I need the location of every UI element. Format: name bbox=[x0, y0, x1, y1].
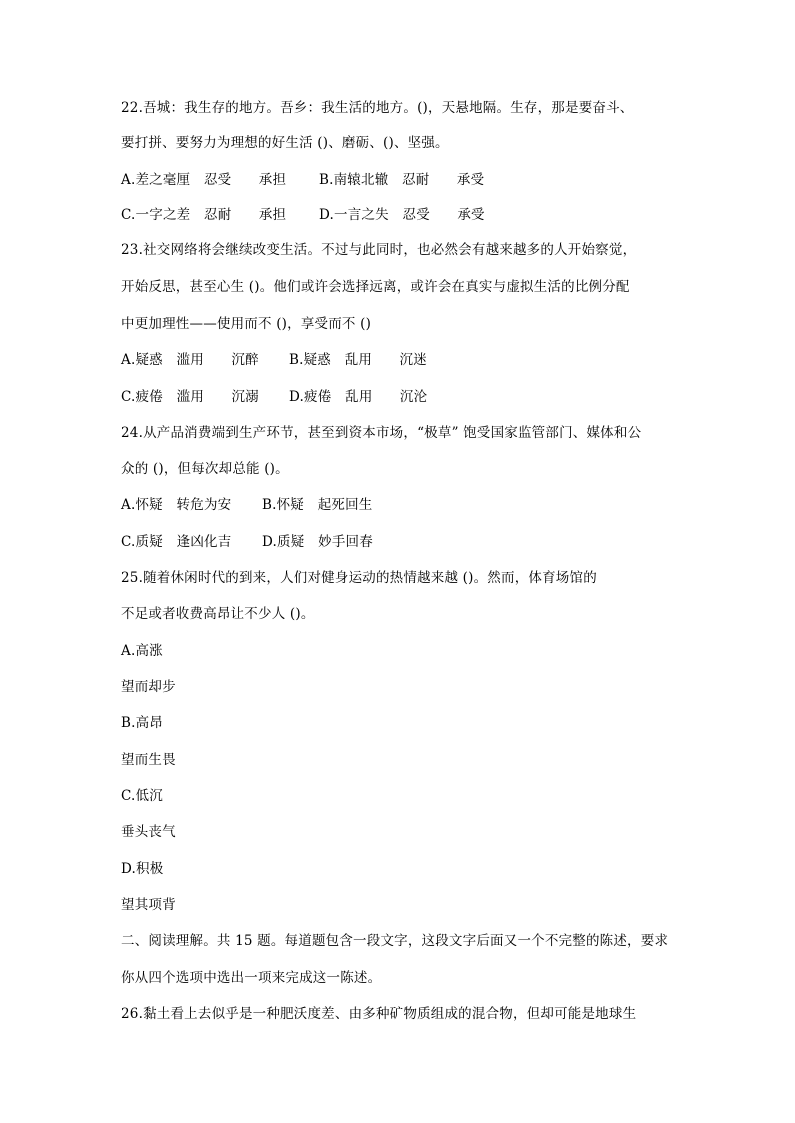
q23-stem-line2: 开始反思，甚至心生 ()。他们或许会选择远离，或许会在真实与虚拟生活的比例分配 bbox=[121, 279, 630, 295]
q25-stem-line1: 25.随着休闲时代的到来，人们对健身运动的热情越来越 ()。然而，体育场馆的 bbox=[121, 570, 597, 586]
q24-option-c: C.质疑 逢凶化吉 bbox=[121, 534, 232, 550]
q23-options-ab bbox=[121, 351, 427, 369]
q22-option-d: D.一言之失 忍受 承受 bbox=[319, 207, 485, 223]
q23-options-cd bbox=[121, 388, 427, 406]
q25-option-d-text: 望其项背 bbox=[121, 897, 176, 913]
q25-option-c-label: C.低沉 bbox=[121, 788, 163, 804]
q24-stem-line2: 众的 ()，但每次却总能 ()。 bbox=[121, 461, 289, 477]
q24-option-a: A.怀疑 转危为安 bbox=[121, 497, 232, 513]
q25-stem-line2: 不足或者收费高昂让不少人 ()。 bbox=[121, 606, 315, 622]
q23-stem-line1: 23.社交网络将会继续改变生活。不过与此同时，也必然会有越来越多的人开始察觉， bbox=[121, 242, 637, 258]
q25-option-b-text: 望而生畏 bbox=[121, 752, 176, 768]
section2-instruction-line1: 二、阅读理解。共 15 题。每道题包含一段文字，这段文字后面又一个不完整的陈述，要求 bbox=[121, 933, 669, 949]
q22-option-a: A.差之毫厘 忍受 承担 bbox=[121, 172, 287, 188]
q25-option-d-label: D.积极 bbox=[121, 861, 164, 877]
q24-option-d: D.质疑 妙手回春 bbox=[262, 534, 373, 550]
q25-option-c-text: 垂头丧气 bbox=[121, 824, 176, 840]
q24-options-cd bbox=[121, 533, 373, 551]
q24-stem-line1: 24.从产品消费端到生产环节，甚至到资本市场，“极草” 饱受国家监管部门、媒体和公 bbox=[121, 425, 642, 441]
q23-option-b: B.疑惑 乱用 沉迷 bbox=[289, 352, 427, 368]
q25-option-a-text: 望而却步 bbox=[121, 679, 176, 695]
q22-options-ab bbox=[121, 171, 484, 189]
q23-stem-line3: 中更加理性——使用而不 ()，享受而不 () bbox=[121, 316, 372, 332]
q22-stem-line1: 22.吾城：我生存的地方。吾乡：我生活的地方。()，天悬地隔。生存，那是要奋斗、 bbox=[121, 100, 634, 116]
q25-option-b-label: B.高昂 bbox=[121, 715, 164, 731]
q23-option-c: C.疲倦 滥用 沉溺 bbox=[121, 389, 259, 405]
q26-stem-line1: 26.黏土看上去似乎是一种肥沃度差、由多种矿物质组成的混合物，但却可能是地球生 bbox=[121, 1006, 637, 1022]
q24-option-b: B.怀疑 起死回生 bbox=[262, 497, 373, 513]
q22-options-cd bbox=[121, 206, 485, 224]
q22-stem-line2: 要打拼、要努力为理想的好生活 ()、磨砺、()、坚强。 bbox=[121, 135, 449, 151]
section2-instruction-line2: 你从四个选项中选出一项来完成这一陈述。 bbox=[121, 970, 382, 986]
q23-option-d: D.疲倦 乱用 沉沦 bbox=[289, 389, 428, 405]
q24-options-ab bbox=[121, 496, 373, 514]
q22-option-c: C.一字之差 忍耐 承担 bbox=[121, 207, 287, 223]
q25-option-a-label: A.高涨 bbox=[121, 643, 163, 659]
q22-option-b: B.南辕北辙 忍耐 承受 bbox=[319, 172, 485, 188]
q23-option-a: A.疑惑 滥用 沉醉 bbox=[121, 352, 259, 368]
